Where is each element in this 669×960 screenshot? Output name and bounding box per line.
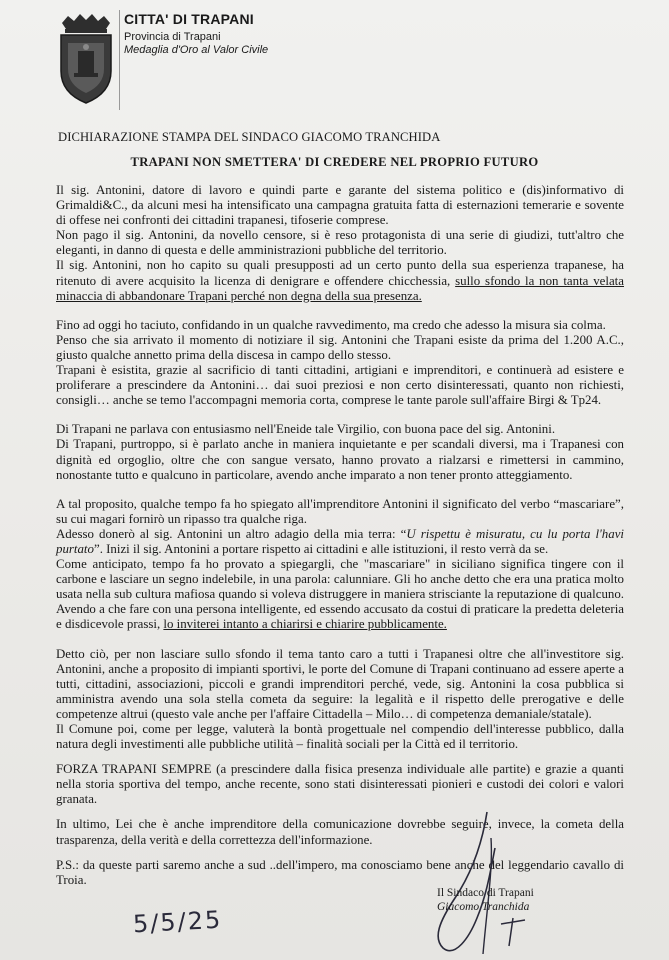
handwritten-signature: [425, 808, 535, 958]
paragraph: [56, 527, 624, 557]
declaration-heading: DICHIARAZIONE STAMPA DEL SINDACO GIACOMO TRANCHIDA: [58, 130, 441, 144]
paragraph: Trapani è esistita, grazie al sacrificio di tanti cittadini, artigiani e imprenditori, e continuerà ad esistere e proliferare a prescindere da Antonini… dai suoi preziosi e non certo disinteressati, quanto non richiesti, consigli… anche se temo l'accompagni memoria corta, comprese le tante parole sull'affaire Birgi & Tp24.: [56, 363, 624, 408]
paragraph: P.S.: da queste parti saremo anche a sud ..dell'impero, ma conosciamo bene anche del leggendario cavallo di Troia.: [56, 857, 624, 887]
paragraph: [56, 258, 624, 303]
paragraph: Non pago il sig. Antonini, da novello censore, si è reso protagonista di una serie di giudizi, tutt'altro che eleganti, in danno di questa e delle amministrazioni pubbliche del territorio.: [56, 228, 624, 258]
header-divider: [119, 10, 120, 110]
proverb-quote: U rispettu è misuratu, cu lu porta l'havi purtato: [56, 526, 625, 556]
province-line: Provincia di Trapani: [124, 31, 221, 43]
underlined-text: sullo sfondo la non tanta velata minaccia di abbandonare Trapani perché non degna della sua presenza.: [56, 273, 624, 303]
signature-name: Giacomo Tranchida: [437, 901, 530, 913]
paragraph-text: Adesso donerò al sig. Antonini un altro adagio della mia terra: “: [56, 526, 407, 541]
paragraph: FORZA TRAPANI SEMPRE (a prescindere dalla fisica presenza individuale alle partite) e grazie a quanti nella storia sportiva del tempo, anche recente, sono stati disinteressati pionieri e custodi dei colori e valori granata.: [56, 762, 624, 807]
paragraph: Penso che sia arrivato il momento di notiziare il sig. Antonini che Trapani esiste da prima del 1.200 A.C., giusto qualche annetto prima della discesa in campo dello stesso.: [56, 332, 624, 362]
underlined-text: lo inviterei intanto a chiarirsi e chiarire pubblicamente.: [163, 617, 447, 632]
paragraph: Fino ad oggi ho taciuto, confidando in un qualche ravvedimento, ma credo che adesso la misura sia colma.: [56, 317, 606, 332]
handwritten-date: 5/5/25: [132, 905, 223, 939]
signature-block: [437, 886, 534, 914]
paragraph-text: Il sig. Antonini, non ho capito su quali presupposti ad un certo punto della sua esperienza trapanese, ha ritenuto di avere acquisito la licenza di denigrare e offendere chicchessia,: [56, 258, 624, 288]
press-release-title: TRAPANI NON SMETTERA' DI CREDERE NEL PROPRIO FUTURO: [130, 155, 539, 169]
city-crest-icon: [56, 13, 116, 105]
signature-role: Il Sindaco di Trapani: [437, 887, 534, 899]
paragraph: Di Trapani ne parlava con entusiasmo nell'Eneide tale Virgilio, con buona pace del sig. Antonini.: [56, 422, 556, 437]
paragraph: Il Comune poi, come per legge, valuterà la bontà progettuale nel compendio dell'interesse pubblico, dalla natura degli investimenti alle pubbliche utilità – finalità sociali per la Città ed il territorio.: [56, 722, 624, 752]
paragraph-text: ”. Inizi il sig. Antonini a portare rispetto ai cittadini e alle istituzioni, il resto verrà da se.: [93, 541, 549, 556]
paragraph-text: Come anticipato, tempo fa ho provato a spiegargli, che "mascariare" in siciliano significa tingere con il carbone e lasciare un segno indelebile, in una parola: calunniare. Gli ho anche detto che era una pratica molto usata nella sub cultura mafiosa quando si voleva distruggere in maniera strisciante la reputazione di qualcuno. Avendo a che fare con una persona intelligente, ed essendo accusato da costui di praticare la predetta deleteria e disdicevole prassi,: [56, 557, 624, 632]
paragraph: In ultimo, Lei che è anche imprenditore della comunicazione dovrebbe seguire, invece, la cometa della trasparenza, della verità e della correttezza dell'informazione.: [56, 817, 624, 847]
paragraph: Il sig. Antonini, datore di lavoro e quindi parte e garante del sistema politico e (dis)informativo di Grimaldi&C., da alcuni mesi ha intensificato una campagna gratuita fatta di esternazioni temerarie e sovente di offese nei confronti dei cittadini trapanesi, tifoserie comprese.: [56, 183, 624, 228]
paragraph: A tal proposito, qualche tempo fa ho spiegato all'imprenditore Antonini il significato del verbo “mascariare”, su cui magari fornirò un ripasso tra qualche riga.: [56, 496, 624, 526]
city-title: CITTA' DI TRAPANI: [124, 11, 254, 27]
paragraph: Di Trapani, purtroppo, si è parlato anche in maniera inquietante e per scandali diversi, ma i Trapanesi con dignità ed orgoglio, oltre che con sangue versato, hanno provato a rialzarsi e rimettersi in cammino, nonostante tutto e qualcuno in particolare, avendo anche imparato a non tener pronto atteggiamento.: [56, 437, 624, 482]
medal-line: Medaglia d'Oro al Valor Civile: [124, 44, 269, 56]
press-release-body: [56, 183, 624, 888]
paragraph: [56, 557, 624, 632]
paragraph: Detto ciò, per non lasciare sullo sfondo il tema tanto caro a tutti i Trapanesi oltre che all'investitore sig. Antonini, anche a proposito di impianti sportivi, le porte del Comune di Trapani continuano ad essere aperte a tutti, cittadini, associazioni, piccoli e grandi imprenditori perché, vede, sig. Antonini la cosa pubblica si amministra avendo una sola stella cometa da seguire: la legalità e il rispetto delle prerogative e delle competenze altrui (questo vale anche per l'affaire Cittadella – Milo… di competenza demaniale/statale).: [56, 646, 624, 721]
